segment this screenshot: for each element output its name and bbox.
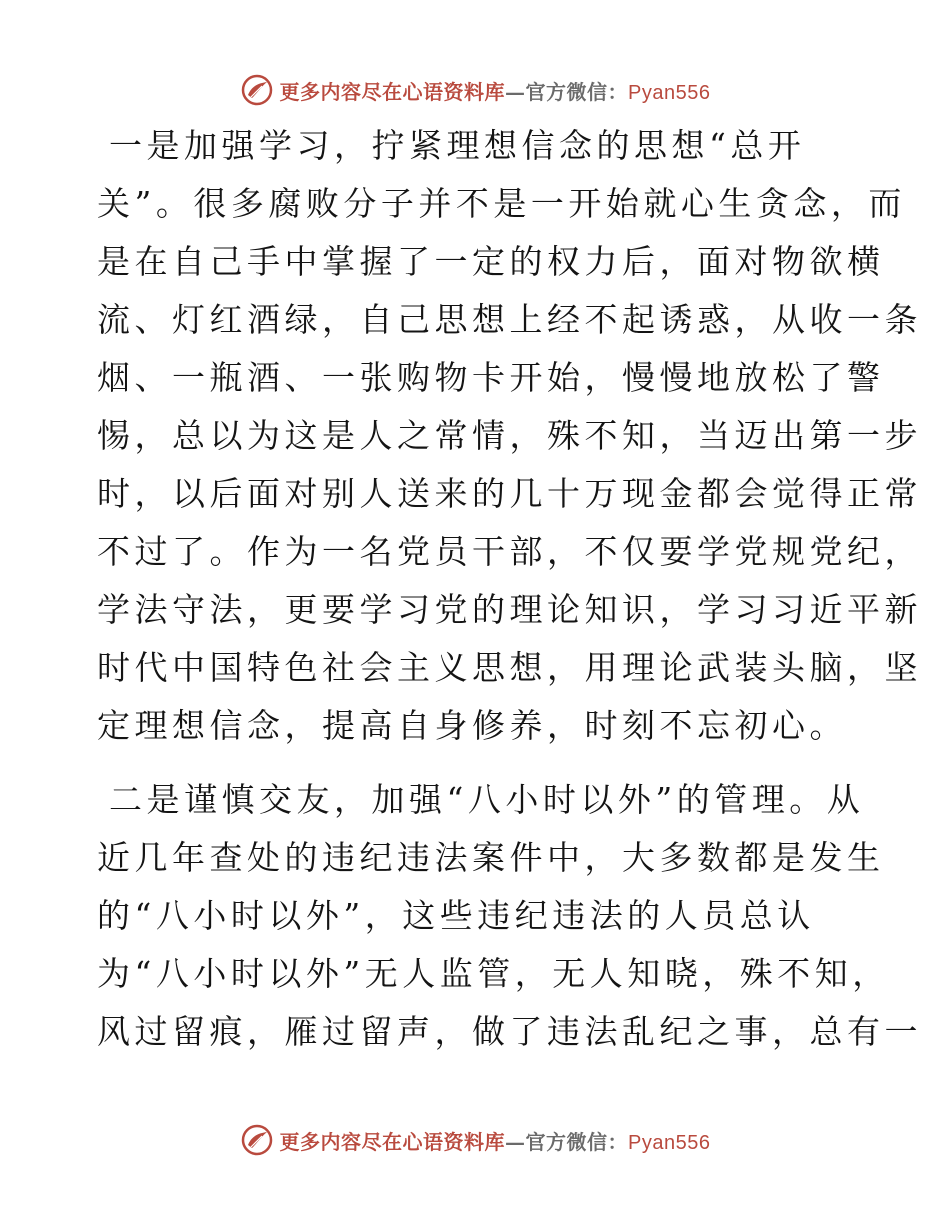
paragraph-line: 定理想信念，提高自身修养，时刻不忘初心。 [97,706,847,745]
paragraph-line: 不过了。作为一名党员干部，不仅要学党规党纪， [97,532,922,571]
watermark-banner-bottom [0,1120,950,1160]
watermark-gray-text: —官方微信： [505,79,629,104]
logo-icon [240,1123,274,1157]
paragraph-line: 是在自己手中掌握了一定的权力后，面对物欲横 [97,242,885,281]
watermark-red-text: 更多内容尽在心语资料库 [279,79,506,104]
watermark-gray-text: —官方微信： [505,1129,629,1154]
paragraph-line: 一是加强学习，拧紧理想信念的思想“总开 [109,126,806,165]
paragraph-line: 时代中国特色社会主义思想，用理论武装头脑，坚 [97,648,922,687]
watermark-red-text: 更多内容尽在心语资料库 [279,1129,506,1154]
watermark-id-text: Pyan556 [628,81,711,104]
watermark-id-text: Pyan556 [628,1131,711,1154]
paragraph-line: 时，以后面对别人送来的几十万现金都会觉得正常 [97,474,922,513]
paragraph-line: 的“八小时以外”，这些违纪违法的人员总认 [97,896,815,935]
paragraph-line: 学法守法，更要学习党的理论知识，学习习近平新 [97,590,922,629]
paragraph-line: 流、灯红酒绿，自己思想上经不起诱惑，从收一条 [97,300,922,339]
paragraph-line: 风过留痕，雁过留声，做了违法乱纪之事，总有一 [97,1012,922,1051]
paragraph-line: 二是谨慎交友，加强“八小时以外”的管理。从 [109,780,865,819]
paragraph-1 [97,117,922,755]
watermark-banner-top [0,70,950,110]
paragraph-line: 惕，总以为这是人之常情，殊不知，当迈出第一步 [97,416,922,455]
paragraph-line: 关”。很多腐败分子并不是一开始就心生贪念，而 [97,184,906,223]
paragraph-line: 烟、一瓶酒、一张购物卡开始，慢慢地放松了警 [97,358,885,397]
paragraph-line: 近几年查处的违纪违法案件中，大多数都是发生 [97,838,885,877]
document-body [97,117,922,1061]
paragraph-2 [97,771,922,1061]
paragraph-line: 为“八小时以外”无人监管，无人知晓，殊不知， [97,954,890,993]
logo-icon [240,73,274,107]
